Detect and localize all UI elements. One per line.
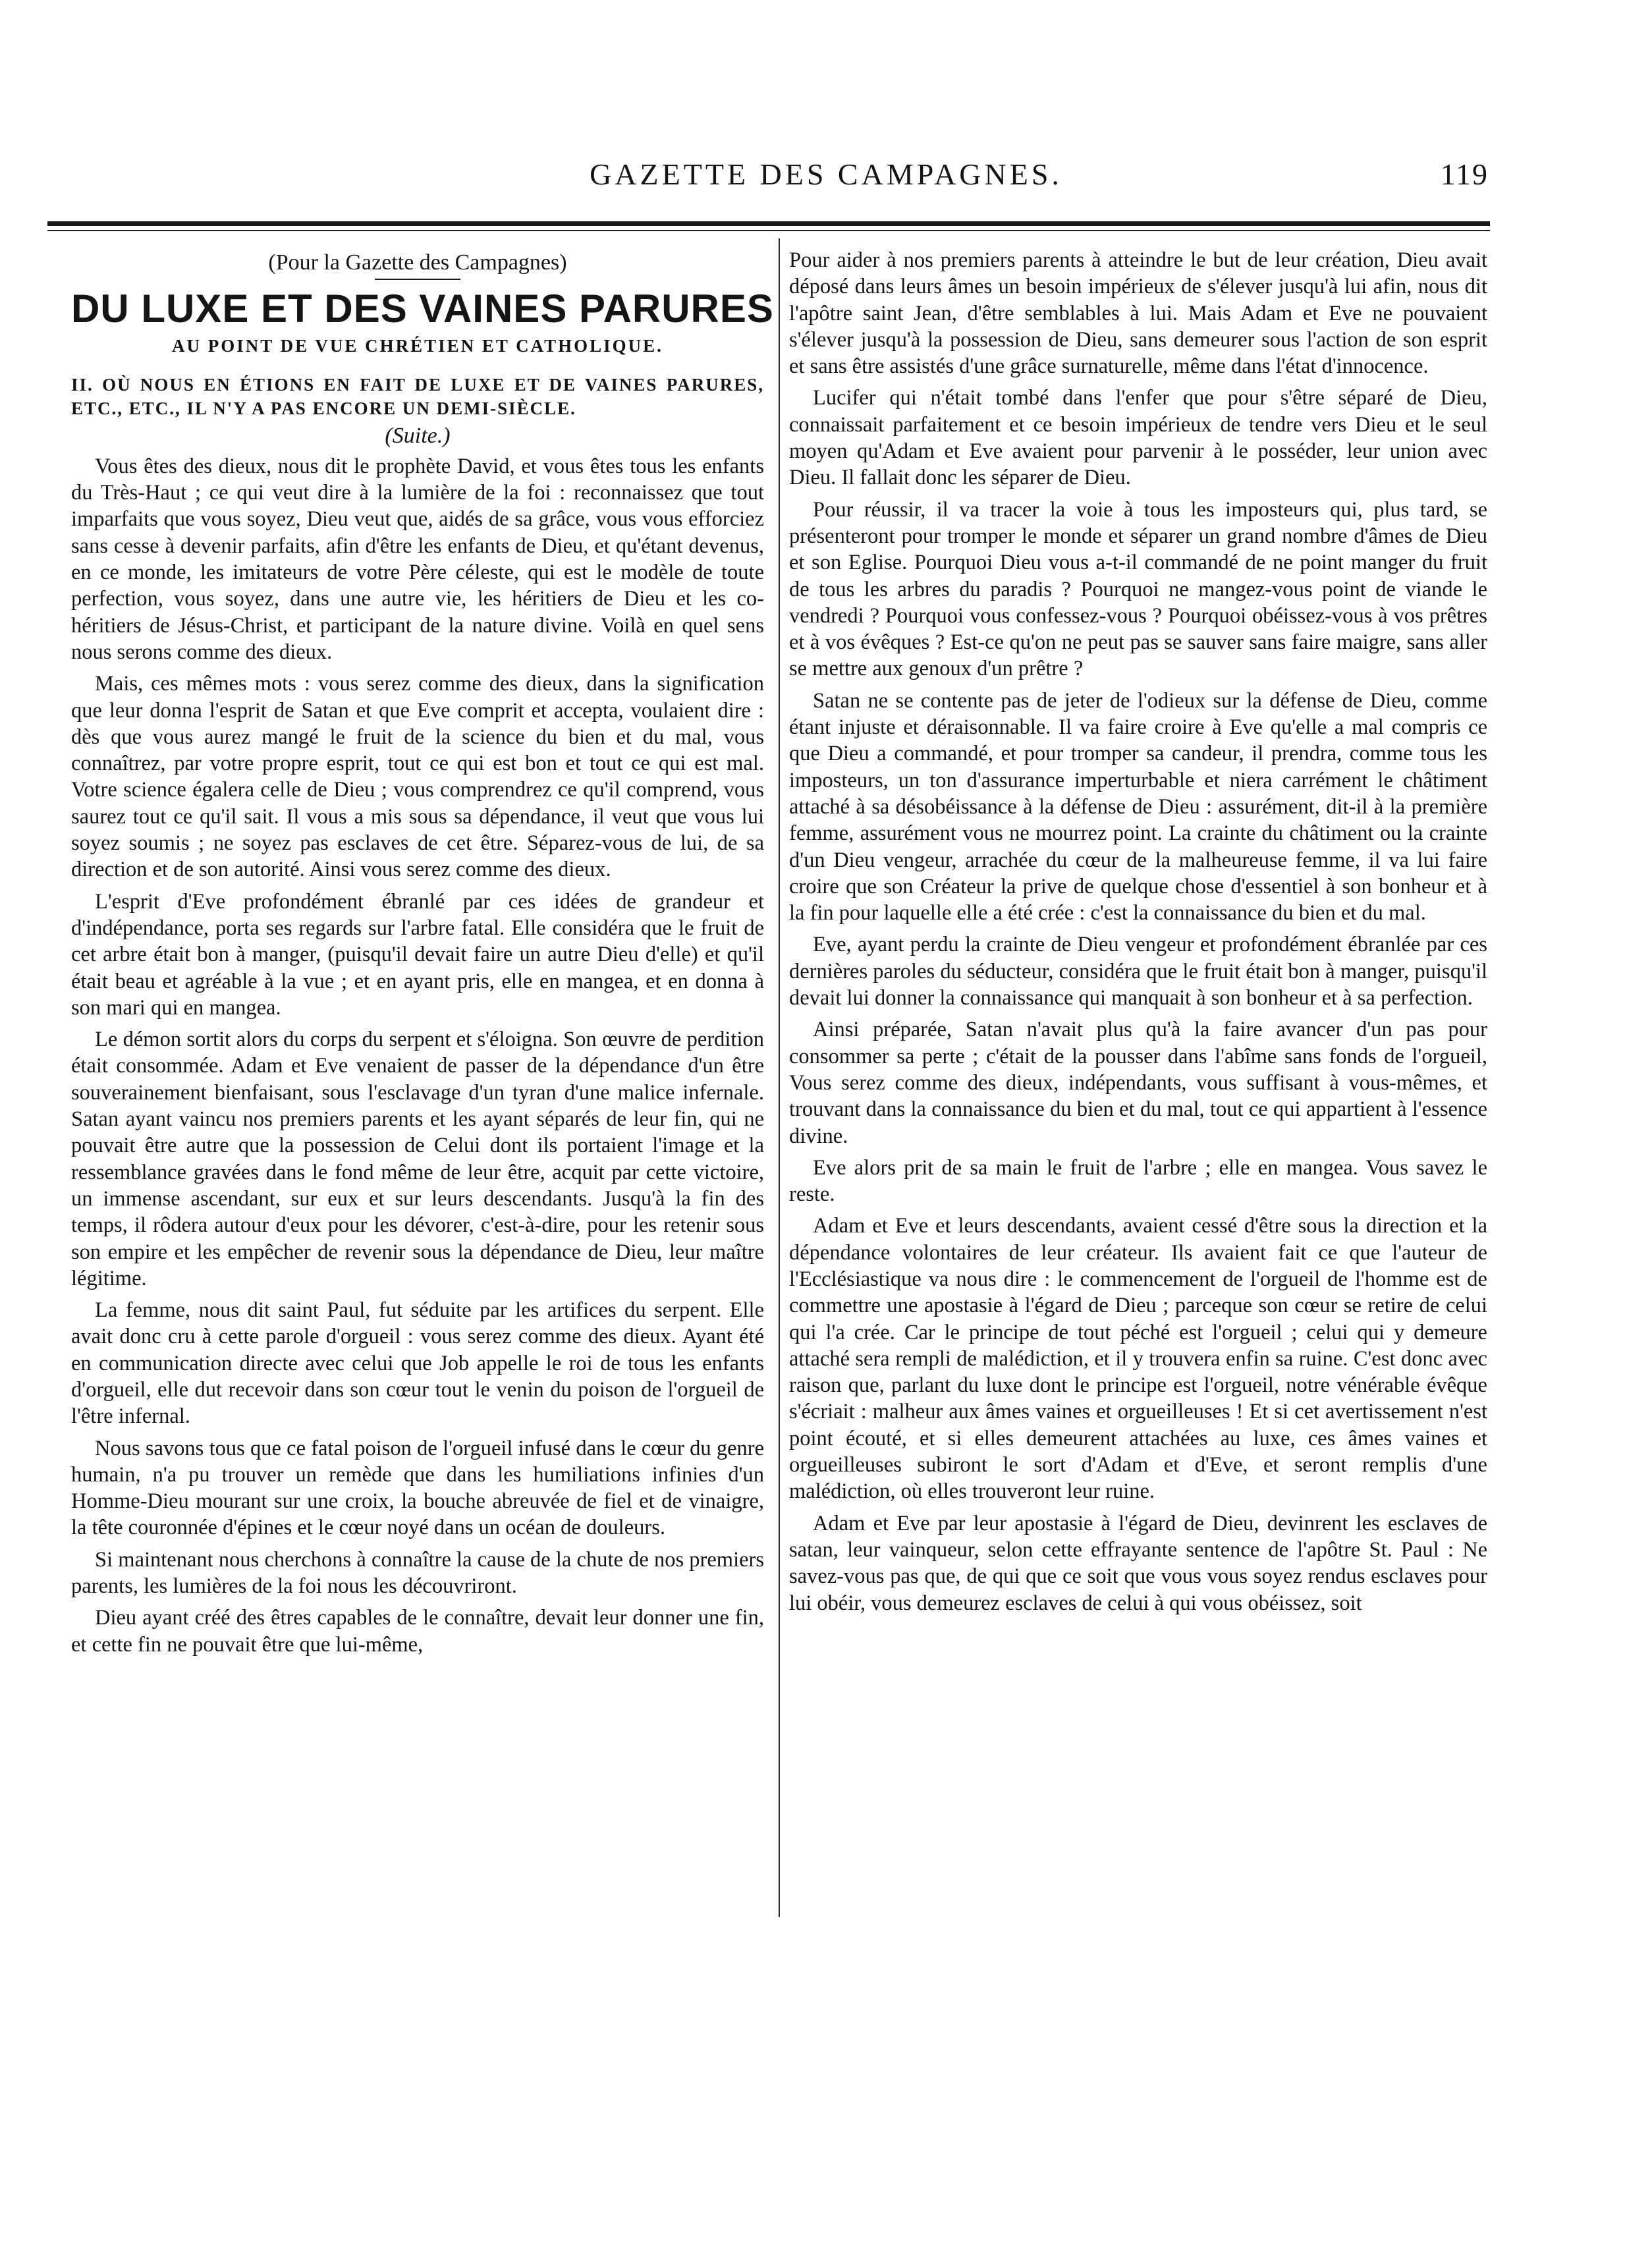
paragraph: Lucifer qui n'était tombé dans l'enfer que pour s'être séparé de Dieu, connaissait parfaitement et ce besoin impérieux de tendre vers Dieu et le seul moyen qu'Adam et Eve avaient pour parvenir à le posséder, leur union avec Dieu. Il fallait donc les séparer de Dieu. bbox=[789, 386, 1487, 490]
paragraph: Vous êtes des dieux, nous dit le prophète David, et vous êtes tous les enfants du Très-Haut ; ce qui veut dire à la lumière de la foi : reconnaissez que tout imparfaits que vous soyez, Dieu veut que, aidés de sa grâce, vous vous efforciez sans cesse à devenir parfaits, afin d'être les enfants de Dieu, et qu'étant devenus, en ce monde, les imitateurs de votre Père céleste, qui est le modèle de toute perfection, vous soyez, dans une autre vie, les héritiers de Dieu et les co-héritiers de Jésus-Christ, et participant de la nature divine. Voilà en quel sens nous serons comme des dieux. bbox=[71, 454, 764, 664]
kicker-rule bbox=[375, 279, 460, 280]
article-kicker: (Pour la Gazette des Campagnes) bbox=[268, 250, 567, 275]
paragraph: Eve alors prit de sa main le fruit de l'arbre ; elle en mangea. Vous savez le reste. bbox=[789, 1155, 1487, 1207]
paragraph: Pour réussir, il va tracer la voie à tous les imposteurs qui, plus tard, se présenteront pour tromper le monde et séparer un grand nombre d'âmes de Dieu et son Eglise. Pourquoi Dieu vous a-t-il commandé de ne point manger du fruit de tous les arbres du paradis ? Pourquoi ne mangez-vous point de viande le vendredi ? Pourquoi vous confessez-vous ? Pourquoi obéissez-vous à vos prêtres et à vos évêques ? Est-ce qu'on ne peut pas se sauver sans faire maigre, sans aller se mettre aux genoux d'un prêtre ? bbox=[789, 497, 1487, 681]
paragraph: Pour aider à nos premiers parents à atteindre le but de leur création, Dieu avait déposé dans leurs âmes un besoin impérieux de s'élever jusqu'à lui afin, nous dit l'apôtre saint Jean, d'être semblables à lui. Mais Adam et Eve ne pouvaient s'élever jusqu'à la possession de Dieu, sans demeurer sous l'action de son esprit et sans être assistés d'une grâce surnaturelle, même dans l'état d'innocence. bbox=[789, 248, 1487, 379]
paragraph: Nous savons tous que ce fatal poison de l'orgueil infusé dans le cœur du genre humain, n'a pu trouver un remède que dans les humiliations infinies d'un Homme-Dieu mourant sur une croix, la bouche abreuvée de fiel et de vinaigre, la tête couronnée d'épines et le cœur noyé dans un océan de douleurs. bbox=[71, 1436, 764, 1540]
header-rule-thin bbox=[47, 230, 1490, 231]
paragraph: Adam et Eve et leurs descendants, avaient cessé d'être sous la direction et la dépendance volontaires de leur créateur. Ils avaient fait ce que l'auteur de l'Ecclésiastique va nous dire : le commencement de l'orgueil de l'homme est de commettre une apostasie à l'égard de Dieu ; parceque son cœur se retire de celui qui l'a crée. Car le principe de tout péché est l'orgueil ; celui qui y demeure attaché sera rempli de malédiction, et il y trouvera enfin sa ruine. C'est donc avec raison que, parlant du luxe dont le principe est l'orgueil, notre vénérable évêque s'écriait : malheur aux âmes vaines et orgueilleuses ! Et si cet avertissement n'est point écouté, et si elles demeurent attachées au luxe, ces âmes vaines et orgueilleuses subiront le sort d'Adam et d'Eve, et seront remplis d'une malédiction, où elles trouveront leur ruine. bbox=[789, 1214, 1487, 1504]
header-rule-thick bbox=[47, 221, 1490, 226]
paragraph: Eve, ayant perdu la crainte de Dieu vengeur et profondément ébranlée par ces dernières paroles du séducteur, considéra que le fruit était bon à manger, puisqu'il devait lui donner la connaissance qui manquait à son bonheur et à sa perfection. bbox=[789, 933, 1487, 1010]
paragraph: La femme, nous dit saint Paul, fut séduite par les artifices du serpent. Elle avait donc cru à cette parole d'orgueil : vous serez comme des dieux. Ayant été en communication directe avec celui que Job appelle le roi de tous les enfants d'orgueil, elle dut recevoir dans son cœur tout le venin du poison de l'orgueil de l'être infernal. bbox=[71, 1298, 764, 1429]
section-heading: II. OÙ NOUS EN ÉTIONS EN FAIT DE LUXE ET DE VAINES PARURES, ETC., ETC., IL N'Y A PAS ENCORE UN DEMI-SIÈCLE. bbox=[71, 374, 764, 418]
column-separator bbox=[779, 238, 780, 1917]
paragraph: L'esprit d'Eve profondément ébranlé par ces idées de grandeur et d'indépendance, porta ses regards sur l'arbre fatal. Elle considéra que le fruit de cet arbre était bon à manger, (puisqu'il devait faire un autre Dieu d'elle) et qu'il était beau et agréable à la vue ; et en ayant pris, elle en mangea, et en donna à son mari qui en mangea. bbox=[71, 889, 764, 1020]
article-headline: DU LUXE ET DES VAINES PARURES bbox=[71, 287, 774, 331]
paragraph: Mais, ces mêmes mots : vous serez comme des dieux, dans la signification que leur donna l'esprit de Satan et que Eve comprit et accepta, voulaient dire : dès que vous aurez mangé le fruit de la science du bien et du mal, vous connaîtrez, par votre propre esprit, tout ce qui est bon et tout ce qui est mal. Votre science égalera celle de Dieu ; vous comprendrez ce qu'il comprend, vous saurez tout ce qu'il sait. Il vous a mis sous sa dépendance, il veut que vous lui soyez soumis ; ne soyez pas esclaves de cet être. Séparez-vous de lui, de sa direction et de son autorité. Ainsi vous serez comme des dieux. bbox=[71, 672, 764, 882]
paragraph: Adam et Eve par leur apostasie à l'égard de Dieu, devinrent les esclaves de satan, leur vainqueur, selon cette effrayante sentence de l'apôtre St. Paul : Ne savez-vous pas que, de qui que ce soit que vous vous soyez rendus esclaves pour lui obéir, vous demeurez esclaves de celui à qui vous obéissez, soit bbox=[789, 1511, 1487, 1615]
paragraph: Ainsi préparée, Satan n'avait plus qu'à la faire avancer d'un pas pour consommer sa perte ; c'était de la pousser dans l'abîme sans fonds de l'orgueil, Vous serez comme des dieux, indépendants, vous suffisant à vous-mêmes, et trouvant dans la connaissance du bien et du mal, tout ce qui appartient à l'essence divine. bbox=[789, 1018, 1487, 1148]
left-column bbox=[71, 247, 774, 1663]
continued-label: (Suite.) bbox=[385, 423, 451, 448]
publication-title: GAZETTE DES CAMPAGNES. bbox=[590, 157, 1062, 191]
article-subhead: AU POINT DE VUE CHRÉTIEN ET CATHOLIQUE. bbox=[172, 336, 663, 356]
right-column bbox=[789, 247, 1487, 1622]
paragraph: Satan ne se contente pas de jeter de l'odieux sur la défense de Dieu, comme étant injuste et déraisonnable. Il va faire croire à Eve qu'elle a mal compris ce que Dieu a commandé, et pour tromper sa candeur, il prendra, comme tous les imposteurs, un ton d'assurance imperturbable et niera carrément le châtiment attaché à sa désobéissance à la défense de Dieu : assurément, dit-il à la première femme, assurément vous ne mourrez point. La crainte du châtiment ou la crainte d'un Dieu vengeur, arrachée du cœur de la malheureuse femme, il va lui faire croire que son Créateur la prive de quelque chose d'essentiel à son bonheur et à la fin pour laquelle elle a été crée : c'est la connaissance du bien et du mal. bbox=[789, 688, 1487, 925]
running-head bbox=[0, 157, 1652, 196]
paragraph: Si maintenant nous cherchons à connaître la cause de la chute de nos premiers parents, les lumières de la foi nous les découvriront. bbox=[71, 1547, 764, 1599]
paragraph: Dieu ayant créé des êtres capables de le connaître, devait leur donner une fin, et cette fin ne pouvait être que lui-même, bbox=[71, 1606, 764, 1657]
page-number: 119 bbox=[1440, 157, 1489, 191]
paragraph: Le démon sortit alors du corps du serpent et s'éloigna. Son œuvre de perdition était consommée. Adam et Eve venaient de passer de la dépendance d'un être souverainement bienfaisant, sous l'esclavage d'un tyran d'une malice infernale. Satan ayant vaincu nos premiers parents et les ayant séparés de leur fin, qui ne pouvait être autre que la possession de Celui dont ils portaient l'image et la ressemblance gravées dans le fond même de leur être, acquit par cette victoire, un immense ascendant, sur eux et sur leurs descendants. Jusqu'à la fin des temps, il rôdera autour d'eux pour les dévorer, c'est-à-dire, pour les retenir sous son empire et les empêcher de revenir sous la dépendance de Dieu, leur maître légitime. bbox=[71, 1028, 764, 1290]
